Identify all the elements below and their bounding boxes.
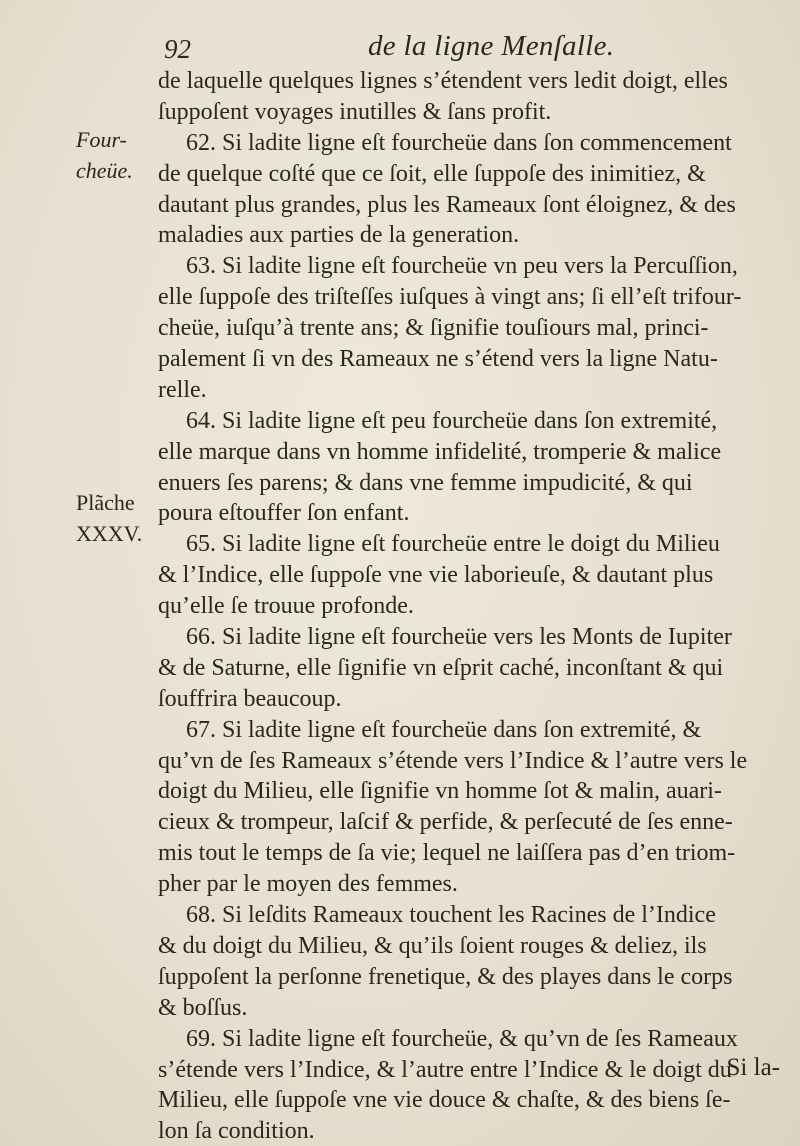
text-line: & du doigt du Milieu, & qu’ils ſoient rouges & deliez, ils (158, 932, 707, 959)
margin-note-line: Plãche (76, 490, 135, 515)
page-header (0, 30, 800, 70)
text-line: Milieu, elle ſuppoſe vne vie douce & chaſte, & des biens ſe- (158, 1087, 731, 1114)
text-line: doigt du Milieu, elle ſignifie vn homme ſot & malin, auari- (158, 778, 722, 805)
text-line: & l’Indice, elle ſuppoſe vne vie laborieuſe, & dautant plus (158, 562, 714, 589)
text-line: maladies aux parties de la generation. (158, 222, 520, 249)
margin-note (76, 487, 142, 549)
text-line: ſouffrira beaucoup. (158, 685, 342, 712)
text-line: cheüe, iuſqu’à trente ans; & ſignifie touſiours mal, princi- (158, 315, 709, 342)
text-line: elle marque dans vn homme infidelité, tromperie & malice (158, 438, 722, 465)
text-line: 65. Si ladite ligne eſt fourcheüe entre le doigt du Milieu (186, 531, 720, 558)
text-line: palement ſi vn des Rameaux ne s’étend vers la ligne Natu- (158, 346, 718, 373)
text-line: 67. Si ladite ligne eſt fourcheüe dans ſon extremité, & (186, 716, 702, 743)
text-line: de laquelle quelques lignes s’étendent vers ledit doigt, elles (158, 68, 728, 94)
text-line: ſuppoſent voyages inutilles & ſans profit. (158, 98, 552, 125)
text-line: 63. Si ladite ligne eſt fourcheüe vn peu vers la Percuſſion, (186, 253, 738, 280)
text-line: enuers ſes parens; & dans vne femme impudicité, & qui (158, 469, 693, 496)
text-line: mis tout le temps de ſa vie; lequel ne laiſſera pas d’en triom- (158, 840, 736, 867)
margin-note-line: XXXV. (76, 521, 143, 546)
text-line: de quelque coſté que ce ſoit, elle ſuppoſe des inimitiez, & (158, 160, 706, 187)
text-line: ſuppoſent la perſonne frenetique, & des playes dans le corps (158, 963, 733, 990)
running-title: de la ligne Menſalle. (368, 30, 615, 62)
margin-note-line: cheüe. (76, 158, 133, 183)
text-line: elle ſuppoſe des triſteſſes iuſques à vingt ans; ſi ell’eſt trifour- (158, 284, 742, 311)
text-line: & de Saturne, elle ſignifie vn eſprit caché, inconſtant & qui (158, 654, 724, 681)
text-line: 62. Si ladite ligne eſt fourcheüe dans ſon commencement (186, 129, 732, 156)
page-number: 92 (164, 34, 191, 64)
margin-note-line: Four- (76, 127, 127, 152)
text-line: pher par le moyen des femmes. (158, 871, 458, 898)
text-line: 68. Si leſdits Rameaux touchent les Racines de l’Indice (186, 902, 716, 929)
text-line: relle. (158, 376, 207, 403)
text-line: poura eſtouffer ſon enfant. (158, 500, 410, 527)
text-line: 64. Si ladite ligne eſt peu fourcheüe dans ſon extremité, (186, 407, 718, 434)
text-line: 69. Si ladite ligne eſt fourcheüe, & qu’vn de ſes Rameaux (186, 1025, 738, 1052)
catchword: Si la- (726, 1054, 780, 1081)
text-line: 66. Si ladite ligne eſt fourcheüe vers les Monts de Iupiter (186, 624, 732, 651)
text-line: s’étende vers l’Indice, & l’autre entre l’Indice & le doigt du (158, 1056, 732, 1083)
text-line: cieux & trompeur, laſcif & perfide, & perſecuté de ſes enne- (158, 809, 733, 836)
text-line: qu’elle ſe trouue profonde. (158, 593, 414, 620)
body-text (158, 66, 790, 1146)
text-line: & boſſus. (158, 994, 248, 1021)
text-line: dautant plus grandes, plus les Rameaux ſont éloignez, & des (158, 191, 736, 218)
text-line: lon ſa condition. (158, 1118, 315, 1145)
text-line: qu’vn de ſes Rameaux s’étende vers l’Indice & l’autre vers le (158, 747, 748, 774)
margin-note (76, 124, 133, 186)
